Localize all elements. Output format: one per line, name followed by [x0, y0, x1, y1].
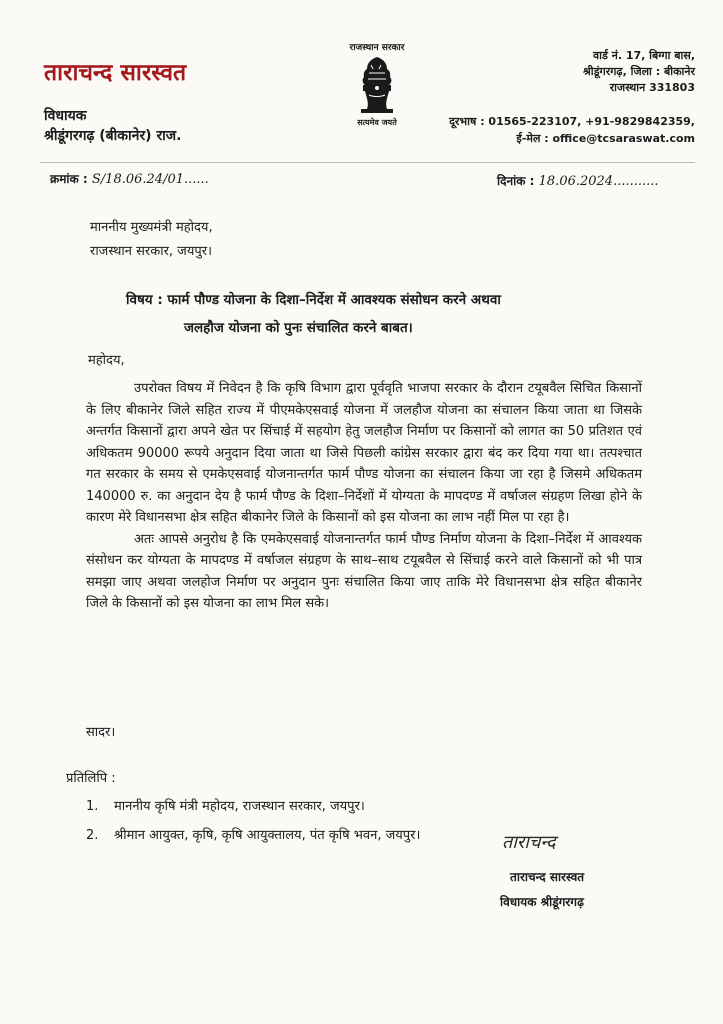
emblem-top-text: राजस्थान सरकार [349, 43, 405, 53]
header-divider [40, 162, 695, 163]
phone-text: दूरभाष : 01565-223107, +91-9829842359, [449, 115, 695, 128]
letter-body [86, 378, 642, 615]
recipient-line: माननीय मुख्यमंत्री महोदय, [90, 220, 213, 235]
list-item: 2. श्रीमान आयुक्त, कृषि, कृषि आयुक्तालय, पंत कृषि भवन, जयपुर। [86, 828, 421, 843]
emblem-motto: सत्यमेव जयते [357, 118, 397, 127]
address-line: वार्ड नं. 17, बिग्गा बास, [593, 49, 695, 62]
body-paragraph: अतः आपसे अनुरोध है कि एमकेएसवाई योजनान्तर्गत फार्म पौण्ड निर्माण योजना के दिशा–निर्देश में आवश्यक संसोधन कर योग्यता के मापदण्ड में वर्षाजल संग्रहण के साथ–साथ टयूबवैल से सिंचाई करने वाले किसानों को भी पात्र समझा जाए अथवा जलहोज निर्माण पर अनुदान पुनः संचालित किया जाए ताकि मेरे विधानसभा क्षेत्र सहित बीकानेर जिले के किसानों को इस योजना का लाभ मिल सके। [86, 531, 642, 611]
sender-contact [449, 113, 695, 147]
sender-address [583, 48, 695, 96]
sender-name: ताराचन्द सारस्वत [44, 60, 187, 86]
reference-value: S/18.06.24/01...... [91, 172, 209, 187]
subject-line: विषय : फार्म पौण्ड योजना के दिशा–निर्देश में आवश्यक संसोधन करने अथवा [126, 292, 501, 308]
letter-date [497, 172, 659, 189]
address-line: राजस्थान 331803 [609, 81, 695, 94]
sender-constituency: श्रीडूंगरगढ़ (बीकानेर) राज. [44, 128, 182, 144]
reference-label: क्रमांक : [50, 172, 88, 186]
list-item: 1. माननीय कृषि मंत्री महोदय, राजस्थान सरकार, जयपुर। [86, 799, 365, 814]
subject-block [126, 286, 616, 342]
lion-capital-icon [355, 55, 399, 117]
date-value: 18.06.2024........... [538, 174, 659, 189]
reference-number [50, 170, 209, 187]
state-emblem [322, 40, 432, 152]
signatory-name: ताराचन्द सारस्वत [510, 870, 585, 884]
email-text: ई-मेल : office@tcsaraswat.com [516, 132, 695, 145]
closing: सादर। [86, 725, 116, 740]
body-paragraph: उपरोक्त विषय में निवेदन है कि कृषि विभाग द्वारा पूर्ववृति भाजपा सरकार के दौरान टयूबवैल सिचित किसानों के लिए बीकानेर जिले सहित राज्य में पीएमकेएसवाई योजना में जलहौज योजना का संचालन किया जाता था जिसके अन्तर्गत किसानों द्वारा अपने खेत पर सिंचाई में सहयोग हेतु जलहौज निर्माण पर किसानों को लागत का 50 प्रतिशत एवं अधिकतम 90000 रूपये अनुदान दिया जाता था जिसे पिछली कांग्रेस सरकार द्वारा बंद कर दिया गया था। तत्पश्चात गत सरकार के समय से एमकेएसवाई योजनान्तर्गत फार्म पौण्ड योजना का संचालन किया जा रहा है जिसमे अधिकतम 140000 रु. का अनुदान देय है फार्म पौण्ड के दिशा–निर्देशों में योग्यता के मापदण्ड में वर्षाजल संग्रहण लिखा होने के कारण मेरे विधानसभा क्षेत्र सहित बीकानेर जिले के किसानों को इस योजना का लाभ नहीं मिल पा रहा है। [86, 381, 642, 525]
recipient-line: राजस्थान सरकार, जयपुर। [90, 244, 213, 259]
handwritten-signature: ताराचन्द [502, 832, 556, 853]
date-label: दिनांक : [497, 174, 535, 188]
signatory-title: विधायक श्रीडूंगरगढ़ [500, 895, 584, 909]
copy-heading: प्रतिलिपि : [66, 771, 116, 786]
salutation: महोदय, [88, 353, 125, 368]
subject-line: जलहौज योजना को पुनः संचालित करने बाबत। [184, 320, 413, 336]
copy-list [86, 792, 420, 850]
recipient-block [90, 216, 213, 264]
sender-designation: विधायक [44, 108, 87, 124]
address-line: श्रीडूंगरगढ़, जिला : बीकानेर [582, 65, 695, 78]
